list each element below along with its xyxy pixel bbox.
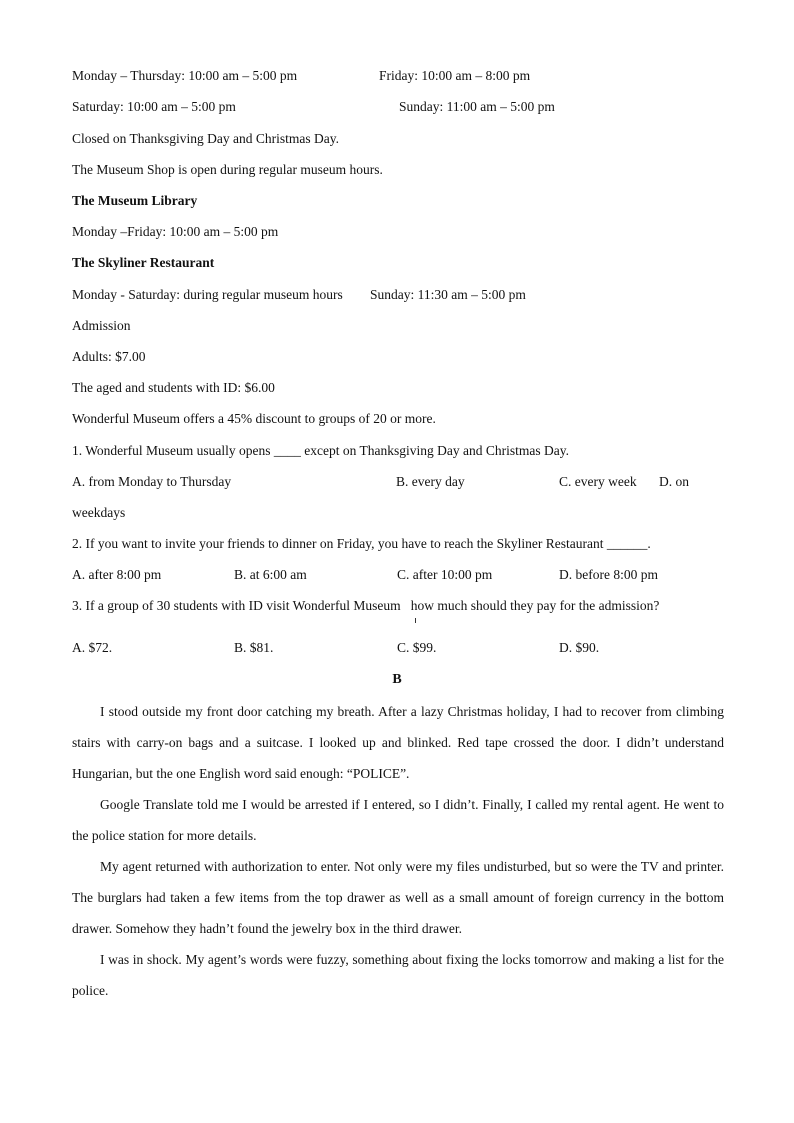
library-heading: The Museum Library: [72, 193, 198, 208]
closed-note: Closed on Thanksgiving Day and Christmas Day.: [72, 131, 339, 146]
question-2-stem: 2. If you want to invite your friends to dinner on Friday, you have to reach the Skyliner Restaurant ______.: [72, 536, 651, 551]
question-3-option-b: B. $81.: [234, 640, 274, 655]
question-3-stem: 3. If a group of 30 students with ID visit Wonderful Museum how much should they pay for the admission?: [72, 598, 660, 613]
hours-fri: Friday: 10:00 am – 8:00 pm: [379, 68, 531, 83]
hours-mon-thu: Monday – Thursday: 10:00 am – 5:00 pm: [72, 68, 298, 83]
passage-paragraph-2: Google Translate told me I would be arrested if I entered, so I didn’t. Finally, I called my rental agent. He went to the police station for more details.: [72, 797, 724, 843]
passage-paragraph-3: My agent returned with authorization to enter. Not only were my files undisturbed, but so were the TV and printer. The burglars had taken a few items from the top drawer as well as a small amount of foreign currency in the bottom drawer. Somehow they hadn’t found the jewelry box in the third drawer.: [72, 859, 724, 936]
question-1-stem: 1. Wonderful Museum usually opens ____ except on Thanksgiving Day and Christmas Day.: [72, 443, 569, 458]
passage-paragraph-4: I was in shock. My agent’s words were fuzzy, something about fixing the locks tomorrow and making a list for the police.: [72, 952, 724, 998]
question-3-option-d: D. $90.: [559, 640, 600, 655]
restaurant-sun: Sunday: 11:30 am – 5:00 pm: [370, 287, 526, 302]
question-1-overflow: weekdays: [72, 505, 126, 520]
shop-note: The Museum Shop is open during regular museum hours.: [72, 162, 383, 177]
question-1-option-a: A. from Monday to Thursday: [72, 474, 232, 489]
question-1-option-d: D. on: [659, 474, 689, 489]
section-b-passage: [72, 696, 724, 1006]
question-3-option-c: C. $99.: [397, 640, 437, 655]
admission-aged: The aged and students with ID: $6.00: [72, 380, 275, 395]
admission-discount: Wonderful Museum offers a 45% discount to groups of 20 or more.: [72, 411, 436, 426]
admission-adults: Adults: $7.00: [72, 349, 146, 364]
admission-heading: Admission: [72, 318, 131, 333]
restaurant-heading: The Skyliner Restaurant: [72, 255, 215, 270]
passage-paragraph-1: I stood outside my front door catching my breath. After a lazy Christmas holiday, I had to recover from climbing stairs with carry-on bags and a suitcase. I looked up and blinked. Red tape crossed the door. I didn’t understand Hungarian, but the one English word said enough: “POLICE”.: [72, 704, 724, 781]
comma-mark: [415, 618, 416, 623]
question-3-option-a: A. $72.: [72, 640, 113, 655]
question-1-option-b: B. every day: [396, 474, 465, 489]
section-b-heading: B: [392, 672, 402, 687]
hours-sat: Saturday: 10:00 am – 5:00 pm: [72, 99, 236, 114]
question-1-option-c: C. every week: [559, 474, 637, 489]
restaurant-mon-sat: Monday - Saturday: during regular museum hours: [72, 287, 343, 302]
question-2-option-c: C. after 10:00 pm: [397, 567, 493, 582]
library-hours: Monday –Friday: 10:00 am – 5:00 pm: [72, 224, 279, 239]
question-2-option-a: A. after 8:00 pm: [72, 567, 162, 582]
question-2-option-b: B. at 6:00 am: [234, 567, 307, 582]
question-2-option-d: D. before 8:00 pm: [559, 567, 658, 582]
hours-sun: Sunday: 11:00 am – 5:00 pm: [399, 99, 555, 114]
